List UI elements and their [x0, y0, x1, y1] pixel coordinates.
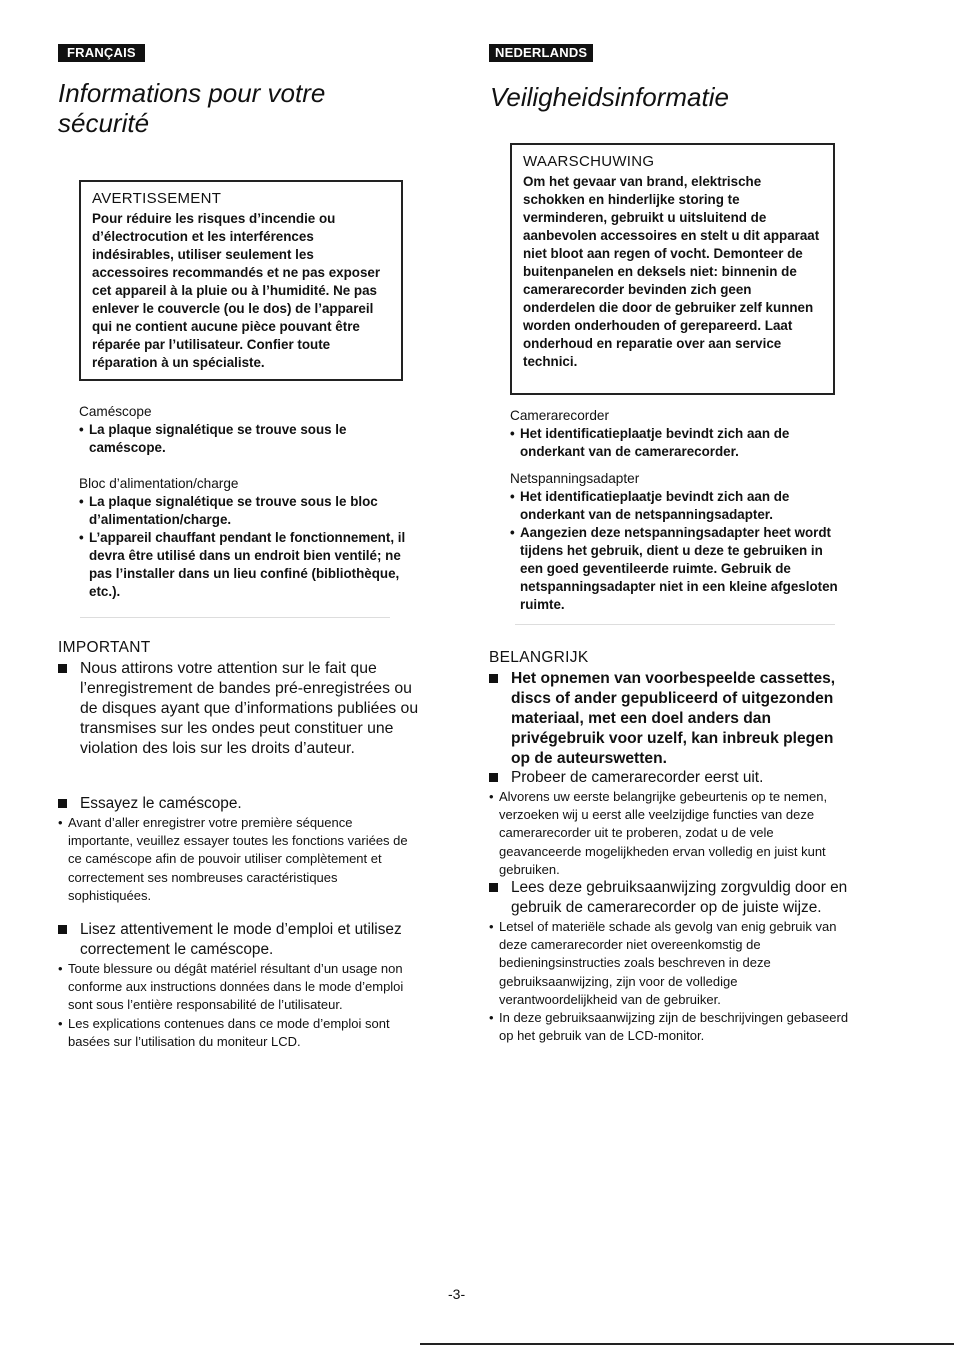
camerarecorder-label: Camerarecorder	[510, 408, 609, 423]
try-bullet: • Avant d’aller enregistrer votre première séquence importante, veuillez essayer toutes les fonctions variées de ce caméscope afin de pouvoir utiliser complètement et correctement ses nombreuses caractéristiques sophistiquées.	[58, 814, 418, 905]
important-title: BELANGRIJK	[489, 649, 589, 666]
read-bullet-1: • Letsel of materiële schade als gevolg van enig gebruik van deze camerarecorder niet overeenkomstig de bedieningsinstructies zoals beschreven in deze gebruiksaanwijzing, zijn voor de volledige verantwoordelijkheid van de gebruiker.	[489, 918, 854, 1009]
warning-text: Pour réduire les risques d’incendie ou d’électrocution et les interférences indésirables, utiliser seulement les accessoires recommandés et ne pas exposer cet appareil à la pluie ou à l’humidité. Ne pas enlever le couvercle (ou le dos) de l’appareil qui ne contient aucune pièce pouvant être réparée par l’utilisateur. Confier toute réparation à un spécialiste.	[92, 211, 381, 370]
netspanningsadapter-bullet-2: • Aangezien deze netspanningsadapter heet wordt tijdens het gebruik, dient u deze te gebruiken in een goed geventileerde ruimte. Gebruik de netspanningsadapter niet in een kleine afgesloten ruimte.	[510, 524, 845, 614]
square-bullet-icon	[489, 883, 498, 892]
warning-box-dutch	[510, 143, 835, 395]
language-tag-dutch: NEDERLANDS	[489, 44, 593, 62]
page-number: -3-	[448, 1286, 466, 1302]
try-section-dutch	[489, 768, 854, 879]
read-head	[489, 878, 854, 918]
try-head	[489, 768, 854, 788]
important-section-dutch	[489, 648, 854, 769]
important-main-text: Nous attirons votre attention sur le fait que l’enregistrement de bandes pré-enregistrées ou de disques ayant que d’informations publiées ou transmises sur les ondes peut constituer une violation des lois sur les droits d’auteur.	[80, 660, 419, 757]
camescope-section	[79, 403, 409, 457]
warning-text: Om het gevaar van brand, elektrische schokken en hinderlijke storing te verminderen, gebruikt u uitsluitend de aanbevolen accessoires en stelt u dit apparaat niet bloot aan regen of vocht. Demonteer de buitenpanelen en deksels niet: binnenin de camerarecorder bevinden zich geen onderdelen die door de gebruiker zelf kunnen worden onderhouden of gerepareerd. Laat onderhoud en reparatie over aan service technici.	[523, 174, 820, 369]
read-section-french	[58, 920, 423, 1051]
bloc-label: Bloc d’alimentation/charge	[79, 476, 239, 491]
title-line-2: sécurité	[58, 108, 150, 138]
page-title-dutch: Veiligheidsinformatie	[490, 82, 729, 112]
important-main-text: Het opnemen van voorbespeelde cassettes, discs of ander gepubliceerd of uitgezonden materiaal, met een doel anders dan privégebruik voor uzelf, kan inbreuk plegen op de auteurswetten.	[511, 670, 836, 767]
square-bullet-icon	[489, 773, 498, 782]
read-head	[58, 920, 423, 960]
warning-box-french	[79, 180, 403, 381]
bottom-rule	[420, 1343, 954, 1345]
netspanningsadapter-bullet-1: • Het identificatieplaatje bevindt zich aan de onderkant van de netspanningsadapter.	[510, 488, 845, 524]
language-tag-french: FRANÇAIS	[58, 44, 145, 62]
camerarecorder-bullet: • Het identificatieplaatje bevindt zich aan de onderkant van de camerarecorder.	[510, 425, 840, 461]
separator-line	[515, 624, 835, 625]
page-title-french	[58, 78, 325, 138]
netspanningsadapter-section	[510, 470, 845, 614]
important-main	[58, 659, 423, 759]
read-head-text: Lisez attentivement le mode d’emploi et utilisez correctement le caméscope.	[80, 921, 402, 958]
read-section-dutch	[489, 878, 854, 1045]
try-head	[58, 794, 418, 814]
try-head-text: Probeer de camerarecorder eerst uit.	[511, 769, 764, 786]
warning-title: AVERTISSEMENT	[92, 190, 222, 207]
bloc-section	[79, 475, 409, 601]
warning-title: WAARSCHUWING	[523, 153, 655, 170]
read-bullet-1: • Toute blessure ou dégât matériel résultant d’un usage non conforme aux instructions données dans le mode d’emploi sont sous l’entière responsabilité de l’utilisateur.	[58, 960, 423, 1015]
read-head-text: Lees deze gebruiksaanwijzing zorgvuldig door en gebruik de camerarecorder op de juiste wijze.	[511, 879, 848, 916]
try-head-text: Essayez le caméscope.	[80, 795, 242, 812]
camescope-label: Caméscope	[79, 404, 152, 419]
important-main	[489, 669, 854, 769]
camerarecorder-section	[510, 407, 840, 461]
separator-line	[80, 617, 390, 618]
square-bullet-icon	[58, 664, 67, 673]
netspanningsadapter-label: Netspanningsadapter	[510, 471, 640, 486]
camescope-bullet: • La plaque signalétique se trouve sous le caméscope.	[79, 421, 409, 457]
important-title: IMPORTANT	[58, 639, 151, 656]
try-section-french	[58, 794, 418, 905]
read-bullet-2: • In deze gebruiksaanwijzing zijn de beschrijvingen gebaseerd op het gebruik van de LCD-monitor.	[489, 1009, 854, 1045]
try-bullet: • Alvorens uw eerste belangrijke gebeurtenis op te nemen, verzoeken wij u eerst alle veelzijdige functies van deze camerarecorder uit te proberen, zodat u de vele geavanceerde mogelijkheden ervan volledig en juist kunt gebruiken.	[489, 788, 854, 879]
bloc-bullet-2: • L’appareil chauffant pendant le fonctionnement, il devra être utilisé dans un endroit bien ventilé; ne pas l’installer dans un lieu confiné (bibliothèque, etc.).	[79, 529, 409, 601]
read-bullet-2: • Les explications contenues dans ce mode d’emploi sont basées sur l’utilisation du moniteur LCD.	[58, 1015, 423, 1051]
square-bullet-icon	[58, 925, 67, 934]
title-line-1: Informations pour votre	[58, 78, 326, 108]
square-bullet-icon	[489, 674, 498, 683]
important-section-french	[58, 638, 423, 759]
bloc-bullet-1: • La plaque signalétique se trouve sous le bloc d’alimentation/charge.	[79, 493, 409, 529]
square-bullet-icon	[58, 799, 67, 808]
